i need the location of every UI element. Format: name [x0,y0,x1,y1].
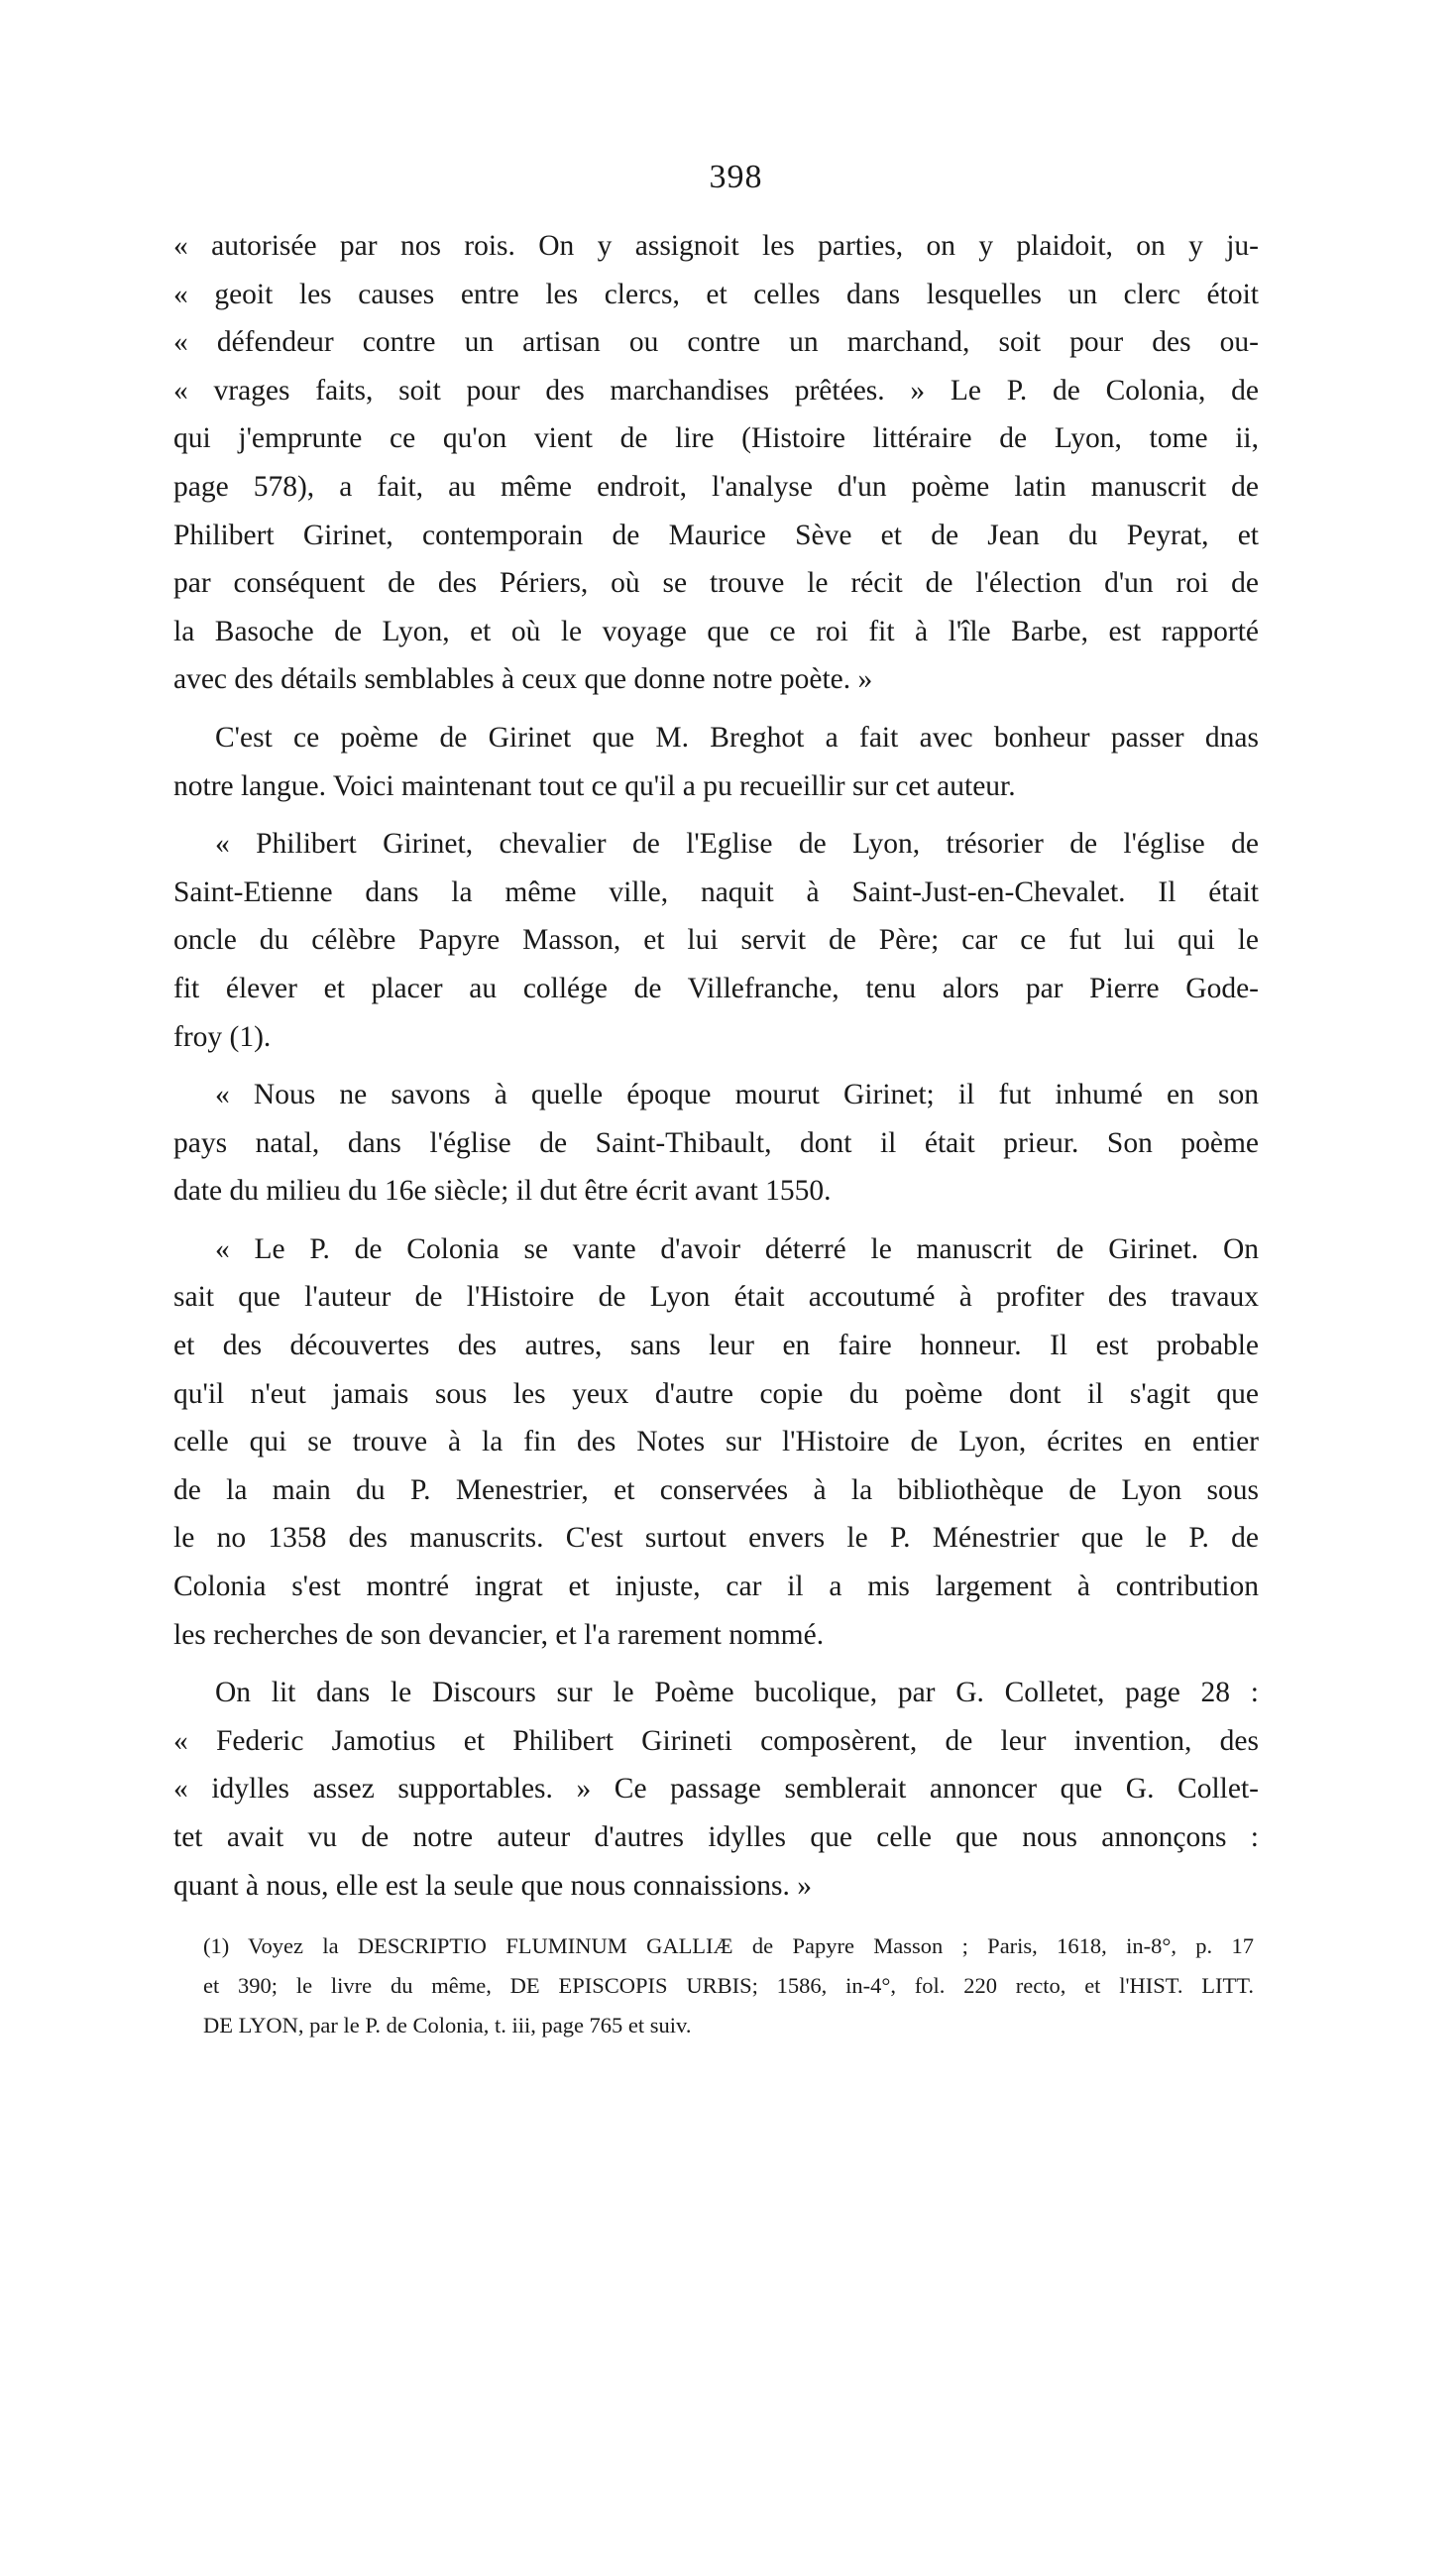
paragraph [173,222,1259,704]
text-line: quant à nous, elle est la seule que nous connaissions. » [173,1869,812,1902]
paragraph [173,1225,1259,1659]
text-line: la Basoche de Lyon, et où le voyage que ce roi fit à l'île Barbe, est rapporté [173,615,1259,647]
footnote [203,1926,1254,2045]
footnote-line: DE LYON, par le P. de Colonia, t. iii, page 765 et suiv. [203,2013,692,2038]
text-line: celle qui se trouve à la fin des Notes sur l'Histoire de Lyon, écrites en entier [173,1426,1259,1458]
text-line: fit élever et placer au collége de Villefranche, tenu alors par Pierre Gode- [173,972,1259,1004]
paragraph [173,1669,1259,1910]
paragraph [173,820,1259,1061]
text-body [173,222,1259,1910]
text-line: notre langue. Voici maintenant tout ce qu'il a pu recueillir sur cet auteur. [173,769,1016,802]
paragraph [173,714,1259,810]
text-line: Colonia s'est montré ingrat et injuste, car il a mis largement à contribution [173,1571,1259,1603]
text-line: « Philibert Girinet, chevalier de l'Eglise de Lyon, trésorier de l'église de [215,828,1259,861]
footnote-line: (1) Voyez la DESCRIPTIO FLUMINUM GALLIÆ de Papyre Masson ; Paris, 1618, in-8°, p. 17 [203,1933,1254,1958]
text-line: les recherches de son devancier, et l'a rarement nommé. [173,1618,825,1651]
page-body [173,159,1259,1920]
text-line: oncle du célèbre Papyre Masson, et lui servit de Père; car ce fut lui qui le [173,924,1259,957]
paragraph [173,1071,1259,1216]
text-line: le no 1358 des manuscrits. C'est surtout envers le P. Ménestrier que le P. de [173,1522,1259,1555]
page-number: 398 [709,159,763,195]
text-line: sait que l'auteur de l'Histoire de Lyon était accoutumé à profiter des travaux [173,1281,1259,1314]
text-line: « Federic Jamotius et Philibert Girineti composèrent, de leur invention, des [173,1724,1259,1757]
text-line: tet avait vu de notre auteur d'autres idylles que celle que nous annonçons : [173,1821,1259,1853]
text-line: « défendeur contre un artisan ou contre un marchand, soit pour des ou- [173,326,1259,359]
text-line: date du milieu du 16e siècle; il dut être écrit avant 1550. [173,1175,832,1208]
text-line: On lit dans le Discours sur le Poème bucolique, par G. Colletet, page 28 : [215,1677,1259,1709]
text-line: qui j'emprunte ce qu'on vient de lire (Histoire littéraire de Lyon, tome ii, [173,422,1259,455]
text-line: par conséquent de des Périers, où se trouve le récit de l'élection d'un roi de [173,567,1259,600]
text-line: « vrages faits, soit pour des marchandises prêtées. » Le P. de Colonia, de [173,374,1259,407]
text-line: page 578), a fait, au même endroit, l'analyse d'un poème latin manuscrit de [173,470,1259,503]
text-line: pays natal, dans l'église de Saint-Thibault, dont il était prieur. Son poème [173,1126,1259,1159]
text-line: « Le P. de Colonia se vante d'avoir déterré le manuscrit de Girinet. On [215,1232,1259,1265]
text-line: avec des détails semblables à ceux que donne notre poète. » [173,663,873,696]
text-line: qu'il n'eut jamais sous les yeux d'autre copie du poème dont il s'agit que [173,1377,1259,1410]
text-line: et des découvertes des autres, sans leur en faire honneur. Il est probable [173,1330,1259,1362]
text-line: C'est ce poème de Girinet que M. Breghot a fait avec bonheur passer dnas [215,721,1259,754]
text-line: « Nous ne savons à quelle époque mourut Girinet; il fut inhumé en son [215,1079,1259,1111]
text-line: Philibert Girinet, contemporain de Maurice Sève et de Jean du Peyrat, et [173,519,1259,551]
text-line: « idylles assez supportables. » Ce passage semblerait annoncer que G. Collet- [173,1773,1259,1806]
footnote-line: et 390; le livre du même, DE EPISCOPIS URBIS; 1586, in-4°, fol. 220 recto, et l'HIST. LITT. [203,1973,1254,1998]
text-line: Saint-Etienne dans la même ville, naquit à Saint-Just-en-Chevalet. Il était [173,875,1259,908]
text-line: « geoit les causes entre les clercs, et celles dans lesquelles un clerc étoit [173,278,1259,310]
text-line: de la main du P. Menestrier, et conservées à la bibliothèque de Lyon sous [173,1473,1259,1506]
text-line: « autorisée par nos rois. On y assignoit les parties, on y plaidoit, on y ju- [173,230,1259,262]
text-line: froy (1). [173,1020,272,1053]
